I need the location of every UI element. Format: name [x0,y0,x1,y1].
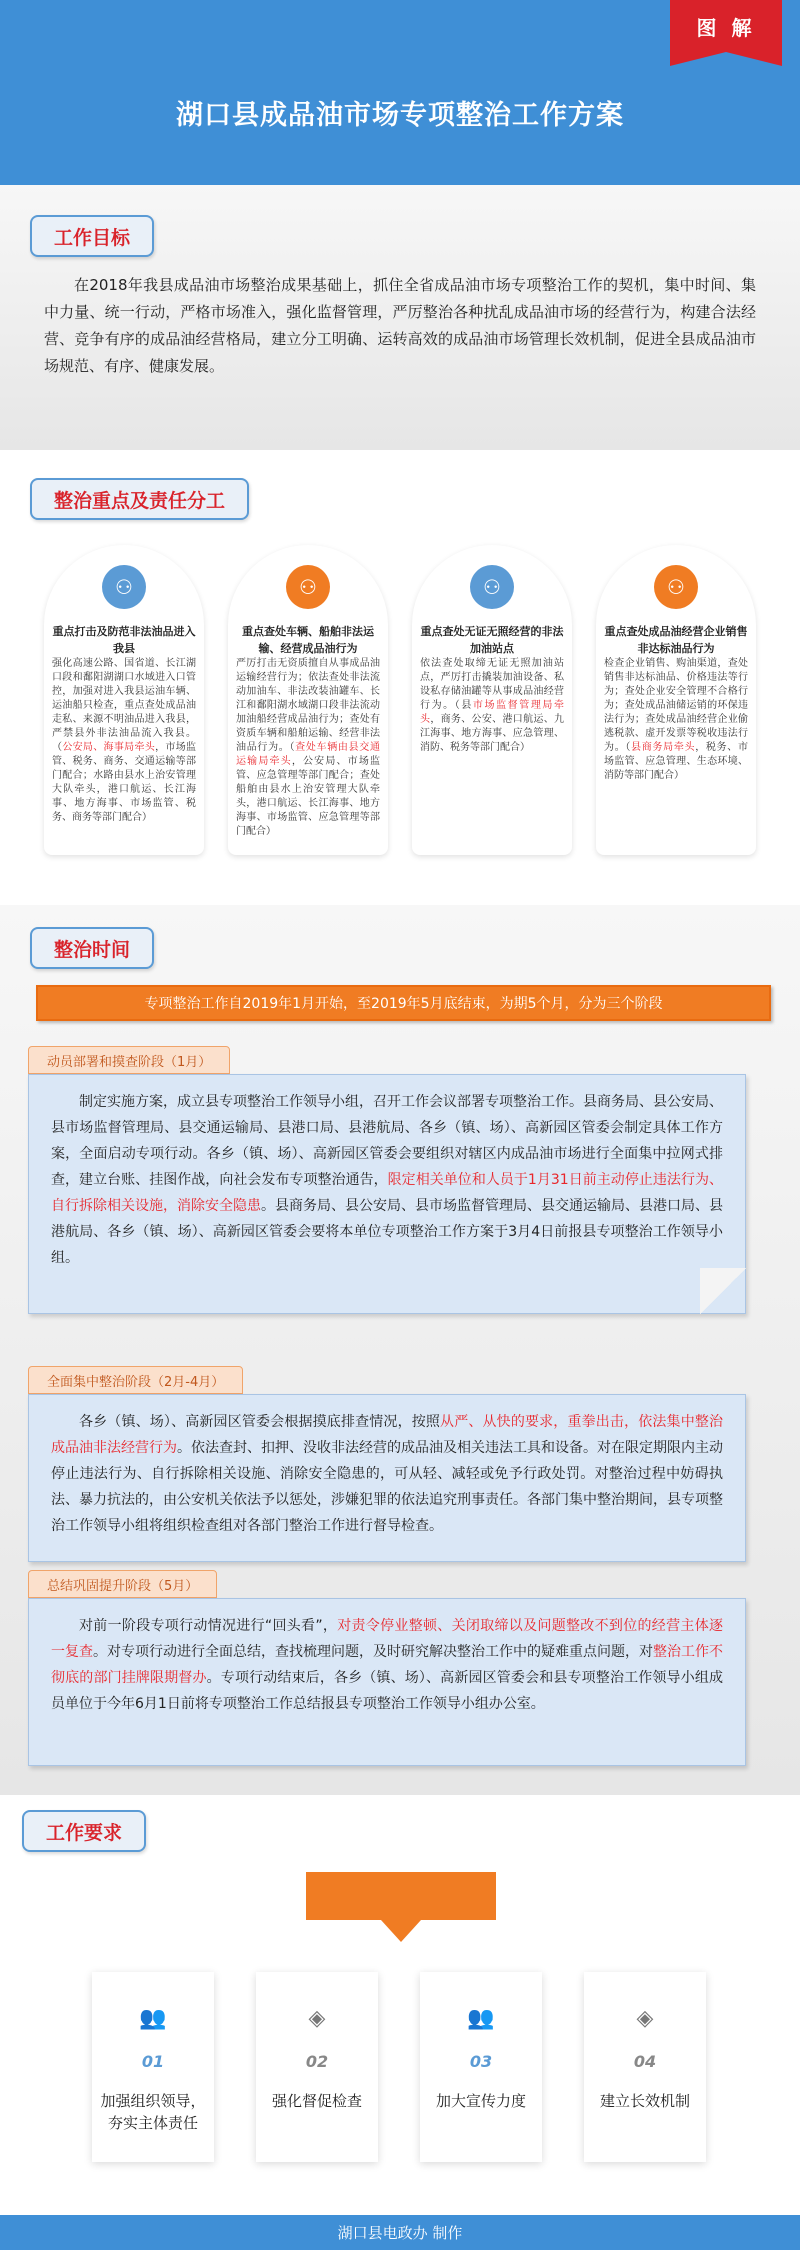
stage-2-tab: 全面集中整治阶段（2月-4月） [28,1366,243,1394]
requirements-title: 工作要求 [22,1810,146,1852]
stage-3-tab: 总结巩固提升阶段（5月） [28,1570,217,1598]
requirement-number: 01 [141,2052,165,2071]
requirement-card-3 [420,1972,542,2162]
page-title: 湖口县成品油市场专项整治工作方案 [176,99,624,131]
requirement-number: 02 [305,2052,329,2071]
schedule-title: 整治时间 [30,927,154,969]
focus-card-1 [44,545,204,855]
card-body: 检查企业销售、购油渠道，查处销售非达标油品、价格违法等行为；查处企业安全管理不合格行为；查处成品油储运销的环保违法行为；查处成品油经营企业偷逃税款、虚开发票等税收违法行为。（县商务局牵头，税务、市场监管、应急管理、生态环境、消防等部门配合） [604,658,749,781]
layers-icon: ◈ [308,2006,326,2031]
focus-title: 整治重点及责任分工 [30,478,249,520]
arrow-tip [381,1920,421,1942]
card-heading: 重点打击及防范非法油品进入我县 [52,625,196,655]
person-icon: ⚇ [470,565,514,609]
person-icon: ⚇ [654,565,698,609]
down-arrow-icon [306,1872,496,1920]
focus-card-4 [596,545,756,855]
card-heading: 重点查处成品油经营企业销售非达标油品行为 [604,625,748,655]
requirement-label: 建立长效机制 [599,2092,690,2110]
card-body: 严厉打击无资质擅自从事成品油运输经营行为；依法查处非法流动加油车、非法改装油罐车、长江和鄱阳湖水域湖口段非法流动加油船经营成品油行为；查处有资质车辆和船舶运输、经营非法油品行为。（查处车辆由县交通运输局牵头，公安局、市场监管、应急管理等部门配合；查处船舶由县水上治安管理大队牵头，港口航运、长江海事、地方海事、市场监管、应急管理等部门配合） [236,658,381,837]
person-icon: ⚇ [286,565,330,609]
footer-credit: 湖口县电政办 制作 [0,2215,800,2250]
stage-1-box: 制定实施方案，成立县专项整治工作领导小组，召开工作会议部署专项整治工作。县商务局、县公安局、县市场监督管理局、县交通运输局、县港口局、县港航局、各乡（镇、场）、高新园区管委会制定具体工作方案，全面启动专项行动。各乡（镇、场）、高新园区管委会要组织对辖区内成品油市场进行全面集中拉网式排查，建立台账、挂图作战，向社会发布专项整治通告，限定相关单位和人员于1月31日前主动停止违法行为、自行拆除相关设施，消除安全隐患。县商务局、县公安局、县市场监督管理局、县交通运输局、县港口局、县港航局、各乡（镇、场）、高新园区管委会要将本单位专项整治工作方案于3月4日前报县专项整治工作领导小组。 [28,1074,746,1314]
tuijie-badge: 图 解 [670,0,782,52]
requirement-card-2 [256,1972,378,2162]
goal-text: 在2018年我县成品油市场整治成果基础上，抓住全省成品油市场专项整治工作的契机，集中时间、集中力量、统一行动，严格市场准入，强化监督管理，严厉整治各种扰乱成品油市场的经营行为，构建合法经营、竞争有序的成品油经营格局，建立分工明确、运转高效的成品油市场管理长效机制，促进全县成品油市场规范、有序、健康发展。 [44,276,756,375]
stage-3-box: 对前一阶段专项行动情况进行“回头看”，对责令停业整顿、关闭取缔以及问题整改不到位的经营主体逐一复查。对专项行动进行全面总结，查找梳理问题，及时研究解决整治工作中的疑难重点问题，对整治工作不彻底的部门挂牌限期督办。专项行动结束后，各乡（镇、场）、高新园区管委会和县专项整治工作领导小组成员单位于今年6月1日前将专项整治工作总结报县专项整治工作领导小组办公室。 [28,1598,746,1766]
requirement-card-1 [92,1972,214,2162]
card-heading: 重点查处无证无照经营的非法加油站点 [420,625,564,655]
requirement-label: 加大宣传力度 [435,2092,526,2110]
requirement-number: 04 [633,2052,657,2071]
goal-title: 工作目标 [30,215,154,257]
requirement-number: 03 [469,2052,493,2071]
page-fold-corner [700,1268,746,1314]
focus-card-3 [412,545,572,855]
card-body: 强化高速公路、国省道、长江湖口段和鄱阳湖湖口水域进入口管控，加强对进入我县运油车辆、运油船只检查，重点查处成品油走私、来源不明油品进入我县，严禁县外非法油品流入我县。（公安局、海事局牵头，市场监管、税务、商务、交通运输等部门配合；水路由县水上治安管理大队牵头，港口航运、长江海事、地方海事、市场监管、税务、商务等部门配合） [52,658,197,823]
card-heading: 重点查处车辆、船舶非法运输、经营成品油行为 [242,625,374,655]
requirement-card-4 [584,1972,706,2162]
layers-icon: ◈ [636,2006,654,2031]
stage-2-box: 各乡（镇、场）、高新园区管委会根据摸底排查情况，按照从严、从快的要求，重拳出击，依法集中整治成品油非法经营行为。依法查封、扣押、没收非法经营的成品油及相关违法工具和设备。对在限定期限内主动停止违法行为、自行拆除相关设施、消除安全隐患的，可从轻、减轻或免予行政处罚。对整治过程中妨碍执法、暴力抗法的，由公安机关依法予以惩处，涉嫌犯罪的依法追究刑事责任。各部门集中整治期间，县专项整治工作领导小组将组织检查组对各部门整治工作进行督导检查。 [28,1394,746,1562]
focus-card-2 [228,545,388,855]
requirement-label: 强化督促检查 [271,2092,362,2110]
schedule-summary-bar: 专项整治工作自2019年1月开始，至2019年5月底结束，为期5个月，分为三个阶段 [36,985,771,1021]
person-icon: ⚇ [102,565,146,609]
stage-1-tab: 动员部署和摸查阶段（1月） [28,1046,230,1074]
requirement-label: 加强组织领导，夯实主体责任 [100,2092,206,2132]
people-icon: 👥 [467,2006,495,2031]
card-body: 依法查处取缔无证无照加油站点，严厉打击撬装加油设备、私设私存储油罐等从事成品油经营行为。（县市场监督管理局牵头，商务、公安、港口航运、九江海事、地方海事、应急管理、消防、税务等部门配合） [420,658,565,753]
people-icon: 👥 [139,2006,167,2031]
